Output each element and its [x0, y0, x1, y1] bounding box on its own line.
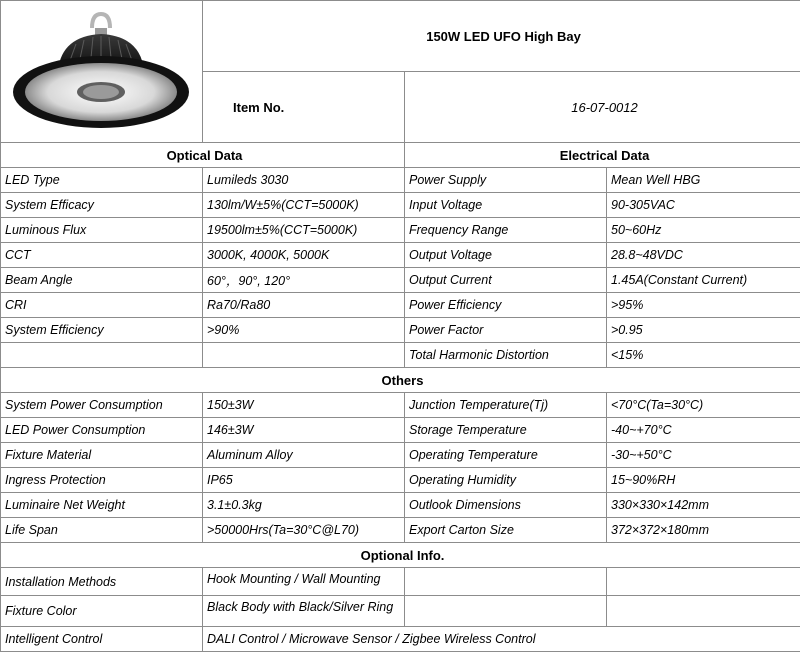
spec-label: Output Voltage	[405, 243, 607, 268]
empty-cell	[405, 596, 607, 627]
spec-value: 60°，90°, 120°	[203, 268, 405, 293]
table-row	[1, 243, 800, 268]
spec-label: LED Type	[1, 168, 203, 193]
empty-cell	[607, 596, 800, 627]
spec-value: 3.1±0.3kg	[203, 493, 405, 518]
others-header: Others	[1, 368, 800, 393]
item-no-value: 16-07-0012	[405, 72, 800, 143]
spec-label: LED Power Consumption	[1, 418, 203, 443]
spec-value: 15~90%RH	[607, 468, 800, 493]
spec-value	[203, 343, 405, 368]
spec-value	[203, 568, 405, 596]
spec-value: 330×330×142mm	[607, 493, 800, 518]
spec-label: Fixture Material	[1, 443, 203, 468]
spec-label: CRI	[1, 293, 203, 318]
item-no-label: Item No.	[203, 72, 405, 143]
spec-label: Intelligent Control	[1, 627, 203, 652]
spec-label: System Efficiency	[1, 318, 203, 343]
spec-value: Lumileds 3030	[203, 168, 405, 193]
spec-label: Operating Humidity	[405, 468, 607, 493]
spec-label: Luminaire Net Weight	[1, 493, 203, 518]
spec-label: System Efficacy	[1, 193, 203, 218]
spec-label: Output Current	[405, 268, 607, 293]
spec-value: 28.8~48VDC	[607, 243, 800, 268]
optical-electrical-rows	[1, 168, 800, 368]
spec-value: 372×372×180mm	[607, 518, 800, 543]
spec-label: Operating Temperature	[405, 443, 607, 468]
table-row	[1, 318, 800, 343]
spec-value: Aluminum Alloy	[203, 443, 405, 468]
spec-value: 19500lm±5%(CCT=5000K)	[203, 218, 405, 243]
spec-label: System Power Consumption	[1, 393, 203, 418]
spec-label: Storage Temperature	[405, 418, 607, 443]
spec-label	[1, 343, 203, 368]
spec-value: 1.45A(Constant Current)	[607, 268, 800, 293]
spec-value: -40~+70°C	[607, 418, 800, 443]
spec-value: 90-305VAC	[607, 193, 800, 218]
spec-value: Ra70/Ra80	[203, 293, 405, 318]
spec-value: >90%	[203, 318, 405, 343]
spec-value: DALI Control / Microwave Sensor / Zigbee Wireless Control	[203, 627, 800, 652]
spec-value: >50000Hrs(Ta=30°C@L70)	[203, 518, 405, 543]
spec-value: 146±3W	[203, 418, 405, 443]
table-row	[1, 293, 800, 318]
spec-label: Power Factor	[405, 318, 607, 343]
table-row	[1, 343, 800, 368]
table-row	[1, 168, 800, 193]
table-row	[1, 268, 800, 293]
spec-label: Power Efficiency	[405, 293, 607, 318]
others-rows	[1, 393, 800, 543]
table-row	[1, 518, 800, 543]
spec-value: -30~+50°C	[607, 443, 800, 468]
spec-value: IP65	[203, 468, 405, 493]
spec-label: Junction Temperature(Tj)	[405, 393, 607, 418]
table-row	[1, 568, 800, 596]
spec-value-text: Hook Mounting / Wall Mounting	[207, 572, 381, 586]
table-row	[1, 418, 800, 443]
spec-label: Power Supply	[405, 168, 607, 193]
spec-value: 130lm/W±5%(CCT=5000K)	[203, 193, 405, 218]
optical-data-header: Optical Data	[1, 143, 405, 168]
table-row	[1, 596, 800, 627]
spec-value: >0.95	[607, 318, 800, 343]
spec-value: 3000K, 4000K, 5000K	[203, 243, 405, 268]
spec-value: <15%	[607, 343, 800, 368]
spec-label: Input Voltage	[405, 193, 607, 218]
spec-value: 150±3W	[203, 393, 405, 418]
spec-label: Ingress Protection	[1, 468, 203, 493]
spec-label: Life Span	[1, 518, 203, 543]
spec-value: <70°C(Ta=30°C)	[607, 393, 800, 418]
table-row	[1, 193, 800, 218]
spec-label: Beam Angle	[1, 268, 203, 293]
spec-label: CCT	[1, 243, 203, 268]
optional-info-header: Optional Info.	[1, 543, 800, 568]
table-row	[1, 493, 800, 518]
table-row	[1, 627, 800, 652]
spec-value: >95%	[607, 293, 800, 318]
table-row	[1, 218, 800, 243]
spec-label: Export Carton Size	[405, 518, 607, 543]
empty-cell	[607, 568, 800, 596]
electrical-data-header: Electrical Data	[405, 143, 800, 168]
empty-cell	[405, 568, 607, 596]
table-row	[1, 468, 800, 493]
table-row	[1, 443, 800, 468]
product-photo	[1, 1, 203, 143]
spec-value: 50~60Hz	[607, 218, 800, 243]
product-title: 150W LED UFO High Bay	[203, 1, 800, 72]
spec-label: Installation Methods	[1, 568, 203, 596]
spec-label: Frequency Range	[405, 218, 607, 243]
spec-label: Fixture Color	[1, 596, 203, 627]
optional-rows	[1, 568, 800, 652]
spec-value	[203, 596, 405, 627]
spec-label: Total Harmonic Distortion	[405, 343, 607, 368]
spec-label: Luminous Flux	[1, 218, 203, 243]
table-row	[1, 393, 800, 418]
spec-label: Outlook Dimensions	[405, 493, 607, 518]
spec-value-text: Black Body with Black/Silver Ring	[207, 600, 394, 614]
ufo-lamp-icon	[6, 8, 196, 136]
spec-value: Mean Well HBG	[607, 168, 800, 193]
